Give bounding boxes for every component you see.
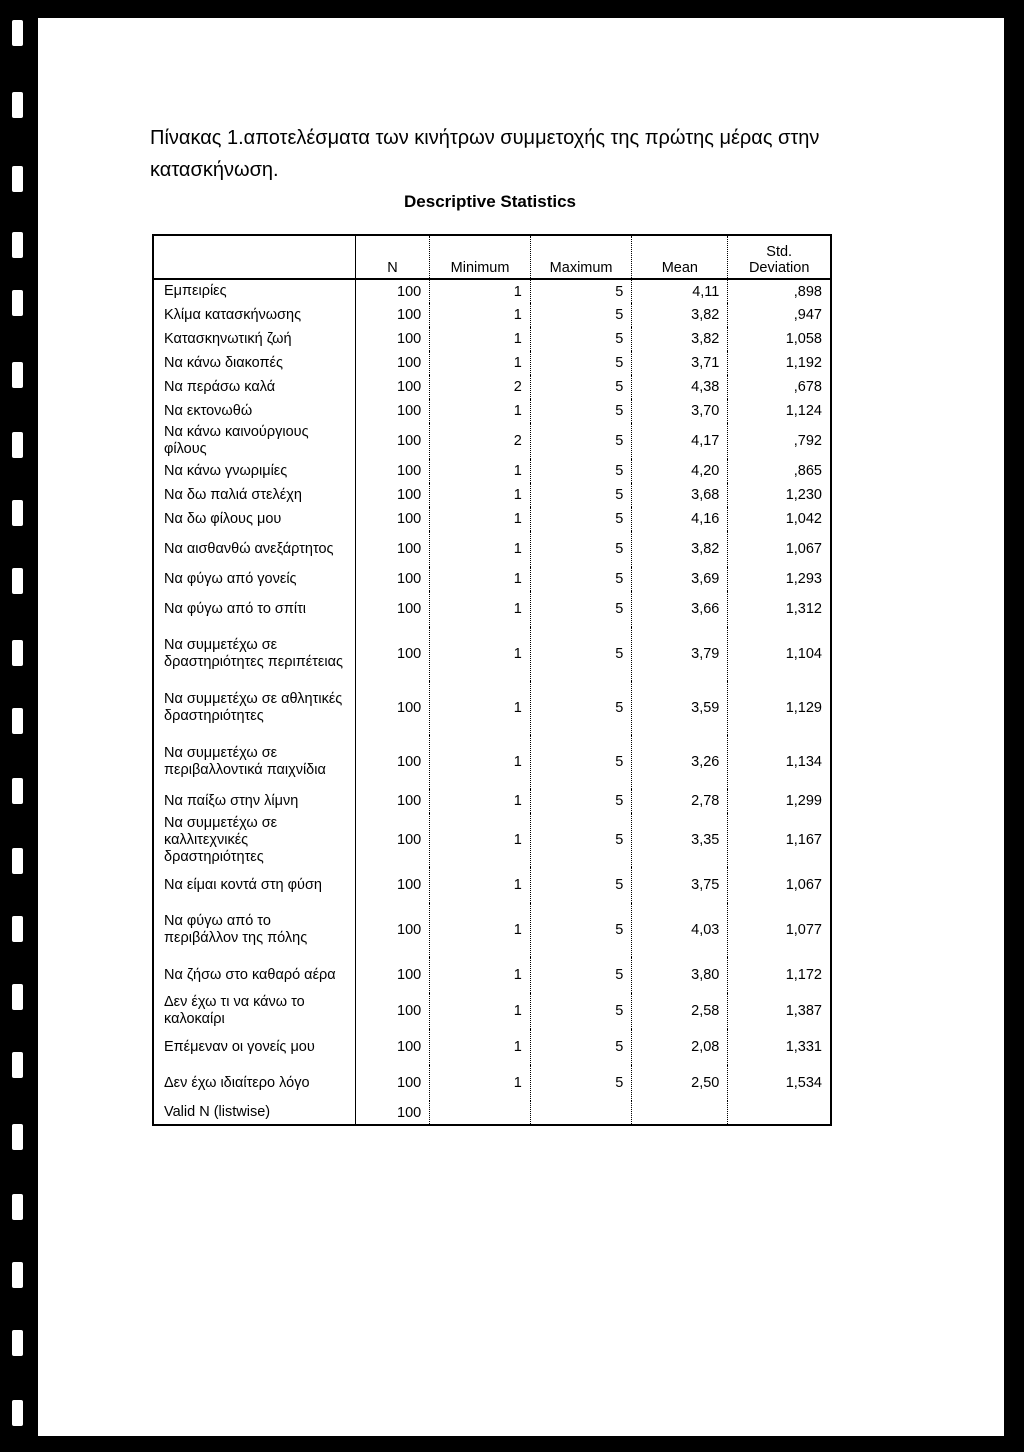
cell-minimum: 1 — [430, 993, 531, 1029]
cell-n: 100 — [355, 1101, 429, 1125]
cell-n: 100 — [355, 483, 429, 507]
row-label: Να δω φίλους μου — [164, 510, 282, 527]
table-row — [153, 351, 831, 375]
cell-maximum: 5 — [530, 279, 631, 303]
cell-maximum: 5 — [530, 531, 631, 567]
cell-mean: 3,68 — [632, 483, 728, 507]
cell-mean: 2,08 — [632, 1029, 728, 1065]
punch-hole — [12, 166, 23, 192]
cell-mean: 3,82 — [632, 303, 728, 327]
cell-mean: 4,11 — [632, 279, 728, 303]
cell-mean: 3,69 — [632, 567, 728, 591]
cell-maximum: 5 — [530, 327, 631, 351]
cell-std-deviation: 1,077 — [728, 903, 831, 957]
row-label: Να κάνω γνωριμίες — [164, 462, 288, 479]
cell-maximum: 5 — [530, 567, 631, 591]
cell-minimum: 1 — [430, 1029, 531, 1065]
row-label: Δεν έχω ιδιαίτερο λόγο — [164, 1074, 310, 1091]
cell-n: 100 — [355, 279, 429, 303]
row-label: Να φύγω από γονείς — [164, 570, 297, 587]
row-label: Να συμμετέχω σε δραστηριότητες περιπέτειας — [164, 637, 343, 670]
punch-hole — [12, 1194, 23, 1220]
punch-hole — [12, 984, 23, 1010]
row-label: Να συμμετέχω σε αθλητικές δραστηριότητες — [164, 691, 343, 724]
cell-std-deviation: 1,042 — [728, 507, 831, 531]
cell-std-deviation: 1,134 — [728, 735, 831, 789]
row-label: Να ζήσω στο καθαρό αέρα — [164, 966, 336, 983]
table-caption: Πίνακας 1.αποτελέσματα των κινήτρων συμμετοχής της πρώτης μέρας στην κατασκήνωση. — [150, 127, 820, 181]
cell-std-deviation: 1,331 — [728, 1029, 831, 1065]
cell-maximum: 5 — [530, 303, 631, 327]
cell-n: 100 — [355, 423, 429, 459]
cell-std-deviation: 1,534 — [728, 1065, 831, 1101]
table-row — [153, 813, 831, 867]
header-minimum: Minimum — [430, 235, 531, 279]
cell-minimum: 1 — [430, 327, 531, 351]
table-row — [153, 1029, 831, 1065]
cell-maximum — [530, 1101, 631, 1125]
cell-std-deviation: 1,104 — [728, 627, 831, 681]
cell-maximum: 5 — [530, 399, 631, 423]
cell-n: 100 — [355, 303, 429, 327]
cell-mean: 3,59 — [632, 681, 728, 735]
table-row — [153, 957, 831, 993]
row-label: Να είμαι κοντά στη φύση — [164, 876, 322, 893]
cell-n: 100 — [355, 627, 429, 681]
cell-maximum: 5 — [530, 627, 631, 681]
cell-mean: 3,82 — [632, 327, 728, 351]
table-row — [153, 279, 831, 303]
cell-std-deviation: 1,167 — [728, 813, 831, 867]
row-label: Να κάνω καινούργιους φίλους — [164, 424, 309, 457]
cell-mean — [632, 1101, 728, 1125]
table-row — [153, 993, 831, 1029]
header-row — [153, 235, 831, 279]
cell-std-deviation: ,898 — [728, 279, 831, 303]
table-row — [153, 789, 831, 813]
cell-std-deviation: 1,230 — [728, 483, 831, 507]
cell-minimum: 1 — [430, 903, 531, 957]
cell-maximum: 5 — [530, 483, 631, 507]
cell-maximum: 5 — [530, 591, 631, 627]
header-std-line2: Deviation — [748, 260, 810, 276]
row-label: Να κάνω διακοπές — [164, 354, 284, 371]
cell-n: 100 — [355, 531, 429, 567]
cell-n: 100 — [355, 867, 429, 903]
punch-hole — [12, 1262, 23, 1288]
cell-maximum: 5 — [530, 681, 631, 735]
cell-maximum: 5 — [530, 351, 631, 375]
cell-n: 100 — [355, 327, 429, 351]
cell-minimum: 2 — [430, 375, 531, 399]
header-std-line1: Std. — [766, 244, 793, 260]
table-row — [153, 507, 831, 531]
cell-std-deviation — [728, 1101, 831, 1125]
row-label: Να δω παλιά στελέχη — [164, 486, 302, 503]
cell-minimum: 1 — [430, 399, 531, 423]
punch-hole — [12, 290, 23, 316]
header-n: N — [355, 235, 429, 279]
table-row — [153, 459, 831, 483]
cell-mean: 2,58 — [632, 993, 728, 1029]
row-label: Να περάσω καλά — [164, 378, 276, 395]
cell-maximum: 5 — [530, 459, 631, 483]
cell-minimum — [430, 1101, 531, 1125]
cell-n: 100 — [355, 789, 429, 813]
table-row — [153, 399, 831, 423]
cell-std-deviation: 1,312 — [728, 591, 831, 627]
table-row — [153, 375, 831, 399]
cell-minimum: 1 — [430, 591, 531, 627]
header-corner — [153, 235, 355, 279]
row-label: Να παίξω στην λίμνη — [164, 792, 299, 809]
cell-mean: 4,17 — [632, 423, 728, 459]
cell-minimum: 1 — [430, 735, 531, 789]
cell-maximum: 5 — [530, 789, 631, 813]
cell-minimum: 1 — [430, 567, 531, 591]
punch-hole — [12, 92, 23, 118]
cell-minimum: 1 — [430, 303, 531, 327]
row-label: Να φύγω από το σπίτι — [164, 600, 307, 617]
row-label: Κατασκηνωτική ζωή — [164, 330, 292, 347]
cell-minimum: 1 — [430, 681, 531, 735]
row-label: Να φύγω από το περιβάλλον της πόλης — [164, 913, 308, 946]
table-title: Descriptive Statistics — [404, 192, 576, 211]
cell-mean: 3,79 — [632, 627, 728, 681]
cell-minimum: 1 — [430, 867, 531, 903]
cell-n: 100 — [355, 507, 429, 531]
punch-hole — [12, 1330, 23, 1356]
cell-n: 100 — [355, 591, 429, 627]
row-label: Επέμεναν οι γονείς μου — [164, 1038, 315, 1055]
cell-n: 100 — [355, 957, 429, 993]
punch-hole — [12, 640, 23, 666]
header-std-deviation — [728, 235, 831, 279]
table-row — [153, 423, 831, 459]
punch-hole — [12, 916, 23, 942]
cell-mean: 3,82 — [632, 531, 728, 567]
cell-std-deviation: 1,067 — [728, 531, 831, 567]
cell-n: 100 — [355, 459, 429, 483]
punch-hole — [12, 232, 23, 258]
cell-mean: 2,78 — [632, 789, 728, 813]
cell-mean: 3,75 — [632, 867, 728, 903]
table-row — [153, 327, 831, 351]
cell-mean: 4,03 — [632, 903, 728, 957]
cell-std-deviation: 1,124 — [728, 399, 831, 423]
cell-n: 100 — [355, 813, 429, 867]
cell-mean: 3,66 — [632, 591, 728, 627]
cell-minimum: 1 — [430, 459, 531, 483]
cell-maximum: 5 — [530, 903, 631, 957]
row-label: Κλίμα κατασκήνωσης — [164, 306, 302, 323]
cell-minimum: 1 — [430, 279, 531, 303]
punch-hole — [12, 362, 23, 388]
cell-std-deviation: ,865 — [728, 459, 831, 483]
cell-maximum: 5 — [530, 375, 631, 399]
cell-maximum: 5 — [530, 813, 631, 867]
cell-std-deviation: 1,387 — [728, 993, 831, 1029]
row-label: Δεν έχω τι να κάνω το καλοκαίρι — [164, 994, 305, 1027]
cell-minimum: 1 — [430, 957, 531, 993]
cell-std-deviation: 1,058 — [728, 327, 831, 351]
punch-hole — [12, 708, 23, 734]
cell-std-deviation: ,678 — [728, 375, 831, 399]
cell-mean: 3,35 — [632, 813, 728, 867]
cell-minimum: 1 — [430, 1065, 531, 1101]
table-row — [153, 567, 831, 591]
cell-n: 100 — [355, 1029, 429, 1065]
table-row — [153, 531, 831, 567]
cell-mean: 3,80 — [632, 957, 728, 993]
table-row — [153, 591, 831, 627]
descriptive-statistics-table — [152, 234, 832, 1126]
cell-minimum: 1 — [430, 507, 531, 531]
table-row — [153, 867, 831, 903]
cell-minimum: 2 — [430, 423, 531, 459]
cell-std-deviation: 1,192 — [728, 351, 831, 375]
cell-std-deviation: 1,172 — [728, 957, 831, 993]
row-label: Να συμμετέχω σε περιβαλλοντικά παιχνίδια — [164, 745, 326, 778]
cell-maximum: 5 — [530, 1065, 631, 1101]
cell-minimum: 1 — [430, 483, 531, 507]
table-row — [153, 1101, 831, 1125]
header-mean: Mean — [632, 235, 728, 279]
punch-hole — [12, 20, 23, 46]
cell-std-deviation: 1,293 — [728, 567, 831, 591]
punch-hole — [12, 848, 23, 874]
cell-mean: 3,70 — [632, 399, 728, 423]
cell-minimum: 1 — [430, 531, 531, 567]
cell-n: 100 — [355, 993, 429, 1029]
punch-hole — [12, 1400, 23, 1426]
table-row — [153, 903, 831, 957]
row-label: Εμπειρίες — [164, 283, 227, 299]
punch-hole — [12, 1124, 23, 1150]
cell-n: 100 — [355, 903, 429, 957]
cell-minimum: 1 — [430, 351, 531, 375]
table-row — [153, 681, 831, 735]
cell-n: 100 — [355, 735, 429, 789]
cell-maximum: 5 — [530, 507, 631, 531]
table-row — [153, 735, 831, 789]
cell-n: 100 — [355, 351, 429, 375]
row-label: Να συμμετέχω σε καλλιτεχνικές δραστηριότητες — [164, 814, 278, 865]
cell-maximum: 5 — [530, 1029, 631, 1065]
table-row — [153, 303, 831, 327]
cell-minimum: 1 — [430, 813, 531, 867]
row-label: Valid N (listwise) — [164, 1104, 271, 1120]
punch-hole — [12, 568, 23, 594]
cell-mean: 4,38 — [632, 375, 728, 399]
cell-std-deviation: 1,067 — [728, 867, 831, 903]
cell-n: 100 — [355, 399, 429, 423]
row-label: Να εκτονωθώ — [164, 402, 253, 419]
cell-mean: 3,26 — [632, 735, 728, 789]
cell-maximum: 5 — [530, 867, 631, 903]
row-label: Να αισθανθώ ανεξάρτητος — [164, 540, 334, 557]
punch-hole — [12, 778, 23, 804]
punch-hole — [12, 432, 23, 458]
cell-std-deviation: 1,129 — [728, 681, 831, 735]
cell-n: 100 — [355, 681, 429, 735]
cell-mean: 4,20 — [632, 459, 728, 483]
punch-hole — [12, 1052, 23, 1078]
cell-mean: 2,50 — [632, 1065, 728, 1101]
cell-n: 100 — [355, 375, 429, 399]
punch-hole — [12, 500, 23, 526]
cell-maximum: 5 — [530, 993, 631, 1029]
table-row — [153, 627, 831, 681]
table-row — [153, 483, 831, 507]
cell-minimum: 1 — [430, 627, 531, 681]
header-maximum: Maximum — [530, 235, 631, 279]
cell-std-deviation: 1,299 — [728, 789, 831, 813]
cell-maximum: 5 — [530, 957, 631, 993]
table-row — [153, 1065, 831, 1101]
cell-minimum: 1 — [430, 789, 531, 813]
cell-std-deviation: ,947 — [728, 303, 831, 327]
cell-n: 100 — [355, 1065, 429, 1101]
cell-maximum: 5 — [530, 735, 631, 789]
cell-mean: 4,16 — [632, 507, 728, 531]
cell-maximum: 5 — [530, 423, 631, 459]
cell-std-deviation: ,792 — [728, 423, 831, 459]
cell-mean: 3,71 — [632, 351, 728, 375]
cell-n: 100 — [355, 567, 429, 591]
